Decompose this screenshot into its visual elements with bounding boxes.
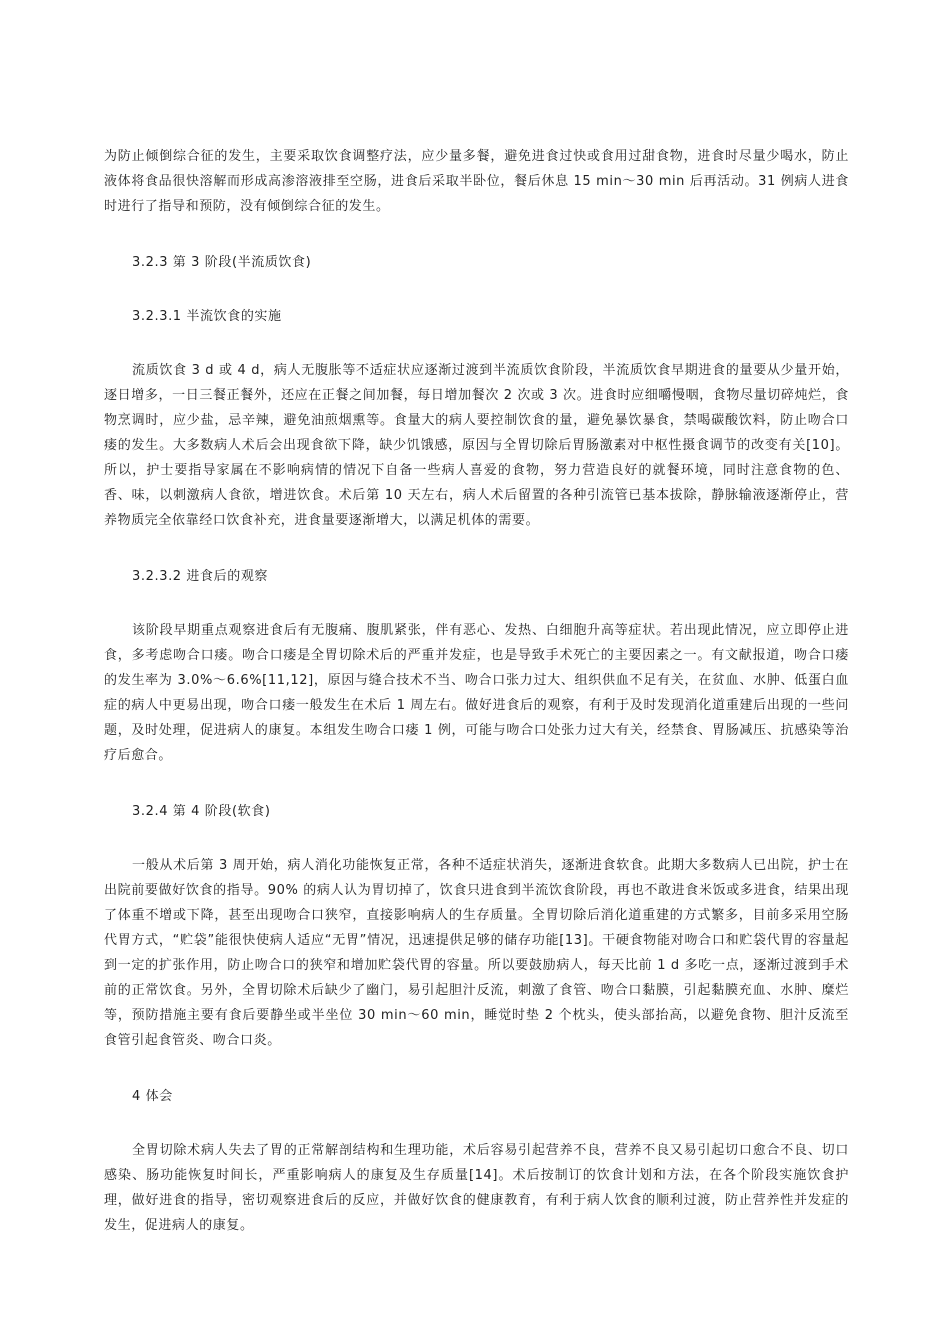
paragraph-semi-liquid-diet: 流质饮食 3 d 或 4 d，病人无腹胀等不适症状应逐渐过渡到半流质饮食阶段，半流质饮食早期进食的量要从少量开始，逐日增多，一日三餐正餐外，还应在正餐之间加餐，每日增加餐次 2 次或 3 次。进食时应细嚼慢咽，食物尽量切碎炖烂，食物烹调时，应少盐，忌辛辣，避免油煎烟熏等。食量大的病人要控制饮食的量，避免暴饮暴食，禁喝碳酸饮料，防止吻合口瘘的发生。大多数病人术后会出现食欲下降，缺少饥饿感，原因与全胃切除后胃肠激素对中枢性摄食调节的改变有关[10]。所以，护士要指导家属在不影响病情的情况下自备一些病人喜爱的食物，努力营造良好的就餐环境，同时注意食物的色、香、味，以刺激病人食欲，增进饮食。术后第 10 天左右，病人术后留置的各种引流管已基本拔除，静脉输液逐渐停止，营养物质完全依靠经口饮食补充，进食量要逐渐增大，以满足机体的需要。: [104, 363, 849, 528]
heading-experience: 4 体会: [132, 1089, 173, 1104]
heading-stage-3: 3.2.3 第 3 阶段(半流质饮食): [132, 255, 312, 270]
paragraph-observation: 该阶段早期重点观察进食后有无腹痛、腹肌紧张，伴有恶心、发热、白细胞升高等症状。若出现此情况，应立即停止进食，多考虑吻合口瘘。吻合口瘘是全胃切除术后的严重并发症，也是导致手术死亡的主要因素之一。有文献报道，吻合口瘘的发生率为 3.0%～6.6%[11,12]，原因与缝合技术不当、吻合口张力过大、组织供血不足有关，在贫血、水肿、低蛋白血症的病人中更易出现，吻合口瘘一般发生在术后 1 周左右。做好进食后的观察，有利于及时发现消化道重建后出现的一些问题，及时处理，促进病人的康复。本组发生吻合口瘘 1 例，可能与吻合口处张力过大有关，经禁食、胃肠减压、抗感染等治疗后愈合。: [104, 623, 849, 763]
paragraph-conclusion: 全胃切除术病人失去了胃的正常解剖结构和生理功能，术后容易引起营养不良，营养不良又易引起切口愈合不良、切口感染、肠功能恢复时间长，严重影响病人的康复及生存质量[14]。术后按制订的饮食计划和方法，在各个阶段实施饮食护理，做好进食的指导，密切观察进食后的反应，并做好饮食的健康教育，有利于病人饮食的顺利过渡，防止营养性并发症的发生，促进病人的康复。: [104, 1143, 849, 1233]
paragraph-soft-diet: 一般从术后第 3 周开始，病人消化功能恢复正常，各种不适症状消失，逐渐进食软食。此期大多数病人已出院，护士在出院前要做好饮食的指导。90% 的病人认为胃切掉了，饮食只进食到半流饮食阶段，再也不敢进食米饭或多进食，结果出现了体重不增或下降，甚至出现吻合口狭窄，直接影响病人的生存质量。全胃切除后消化道重建的方式繁多，目前多采用空肠代胃方式，“贮袋”能很快使病人适应“无胃”情况，迅速提供足够的储存功能[13]。干硬食物能对吻合口和贮袋代胃的容量起到一定的扩张作用，防止吻合口的狭窄和增加贮袋代胃的容量。所以要鼓励病人，每天比前 1 d 多吃一点，逐渐过渡到手术前的正常饮食。另外，全胃切除术后缺少了幽门，易引起胆汁反流，刺激了食管、吻合口黏膜，引起黏膜充血、水肿、糜烂等，预防措施主要有食后要静坐或半坐位 30 min～60 min，睡觉时垫 2 个枕头，使头部抬高，以避免食物、胆汁反流至食管引起食管炎、吻合口炎。: [104, 858, 849, 1048]
paragraph-dumping-syndrome: 为防止倾倒综合征的发生，主要采取饮食调整疗法，应少量多餐，避免进食过快或食用过甜食物，进食时尽量少喝水，防止液体将食品很快溶解而形成高渗溶液排至空肠，进食后采取半卧位，餐后休息 15 min～30 min 后再活动。31 例病人进食时进行了指导和预防，没有倾倒综合征的发生。: [104, 149, 849, 214]
heading-stage-4: 3.2.4 第 4 阶段(软食): [132, 804, 271, 819]
heading-semi-liquid-implementation: 3.2.3.1 半流饮食的实施: [132, 309, 282, 324]
document-page: [104, 144, 849, 1238]
heading-post-meal-observation: 3.2.3.2 进食后的观察: [132, 569, 269, 584]
